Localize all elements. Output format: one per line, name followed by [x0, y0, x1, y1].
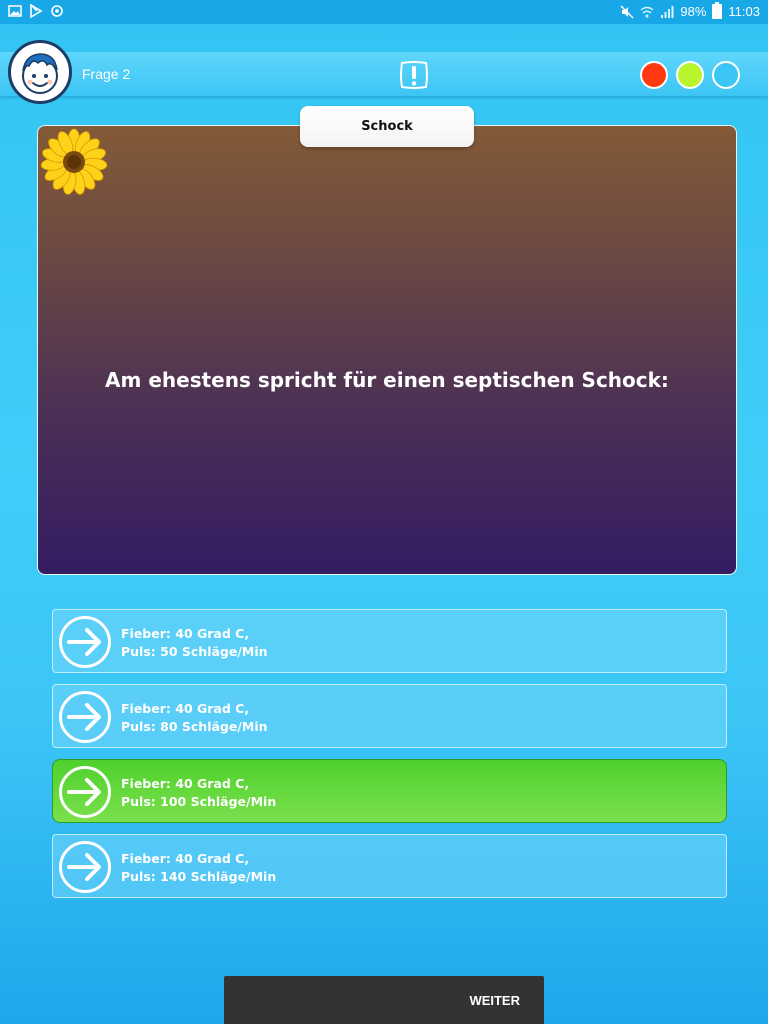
battery-percent: 98% [680, 4, 707, 19]
answer-text [121, 850, 276, 886]
status-left-icons [8, 4, 64, 18]
answer-option-1[interactable] [52, 609, 727, 673]
score-indicators [640, 61, 740, 89]
signal-icon [660, 5, 674, 19]
avatar-drawing [11, 43, 69, 101]
answer-line-1: Fieber: 40 Grad C, [121, 626, 250, 641]
play-store-icon [29, 4, 43, 18]
arrow-right-icon [58, 840, 112, 894]
next-button-label: WEITER [469, 992, 520, 1008]
score-dot-correct [676, 61, 704, 89]
boy-face-icon[interactable] [8, 40, 72, 104]
sunflower-icon [40, 128, 108, 196]
category-tab: Schock [300, 106, 474, 147]
arrow-right-icon [58, 615, 112, 669]
sync-icon [50, 4, 64, 18]
answer-text [121, 625, 268, 661]
answer-text [121, 775, 276, 811]
arrow-right-icon [58, 690, 112, 744]
status-right-icons [620, 4, 760, 19]
answer-line-1: Fieber: 40 Grad C, [121, 776, 250, 791]
answer-option-2[interactable] [52, 684, 727, 748]
question-number-label: Frage 2 [82, 66, 131, 82]
wifi-icon [640, 5, 654, 19]
exclamation-icon[interactable] [399, 60, 429, 90]
answer-option-3-correct[interactable] [52, 759, 727, 823]
status-bar [0, 0, 768, 24]
answer-option-4[interactable] [52, 834, 727, 898]
answer-text [121, 700, 268, 736]
clock: 11:03 [728, 4, 760, 19]
arrow-right-icon [58, 765, 112, 819]
mute-icon [620, 5, 634, 19]
question-text: Am ehestens spricht für einen septischen Schock: [105, 368, 669, 392]
score-dot-wrong [640, 61, 668, 89]
answer-line-1: Fieber: 40 Grad C, [121, 851, 250, 866]
score-dot-empty [712, 61, 740, 89]
answer-line-2: Puls: 140 Schläge/Min [121, 869, 277, 884]
battery-icon [712, 4, 722, 19]
answer-line-2: Puls: 50 Schläge/Min [121, 644, 268, 659]
next-button[interactable] [224, 976, 544, 1024]
answer-line-2: Puls: 80 Schläge/Min [121, 719, 268, 734]
question-card [37, 125, 737, 575]
answer-line-2: Puls: 100 Schläge/Min [121, 794, 277, 809]
image-icon [8, 4, 22, 18]
answer-line-1: Fieber: 40 Grad C, [121, 701, 250, 716]
